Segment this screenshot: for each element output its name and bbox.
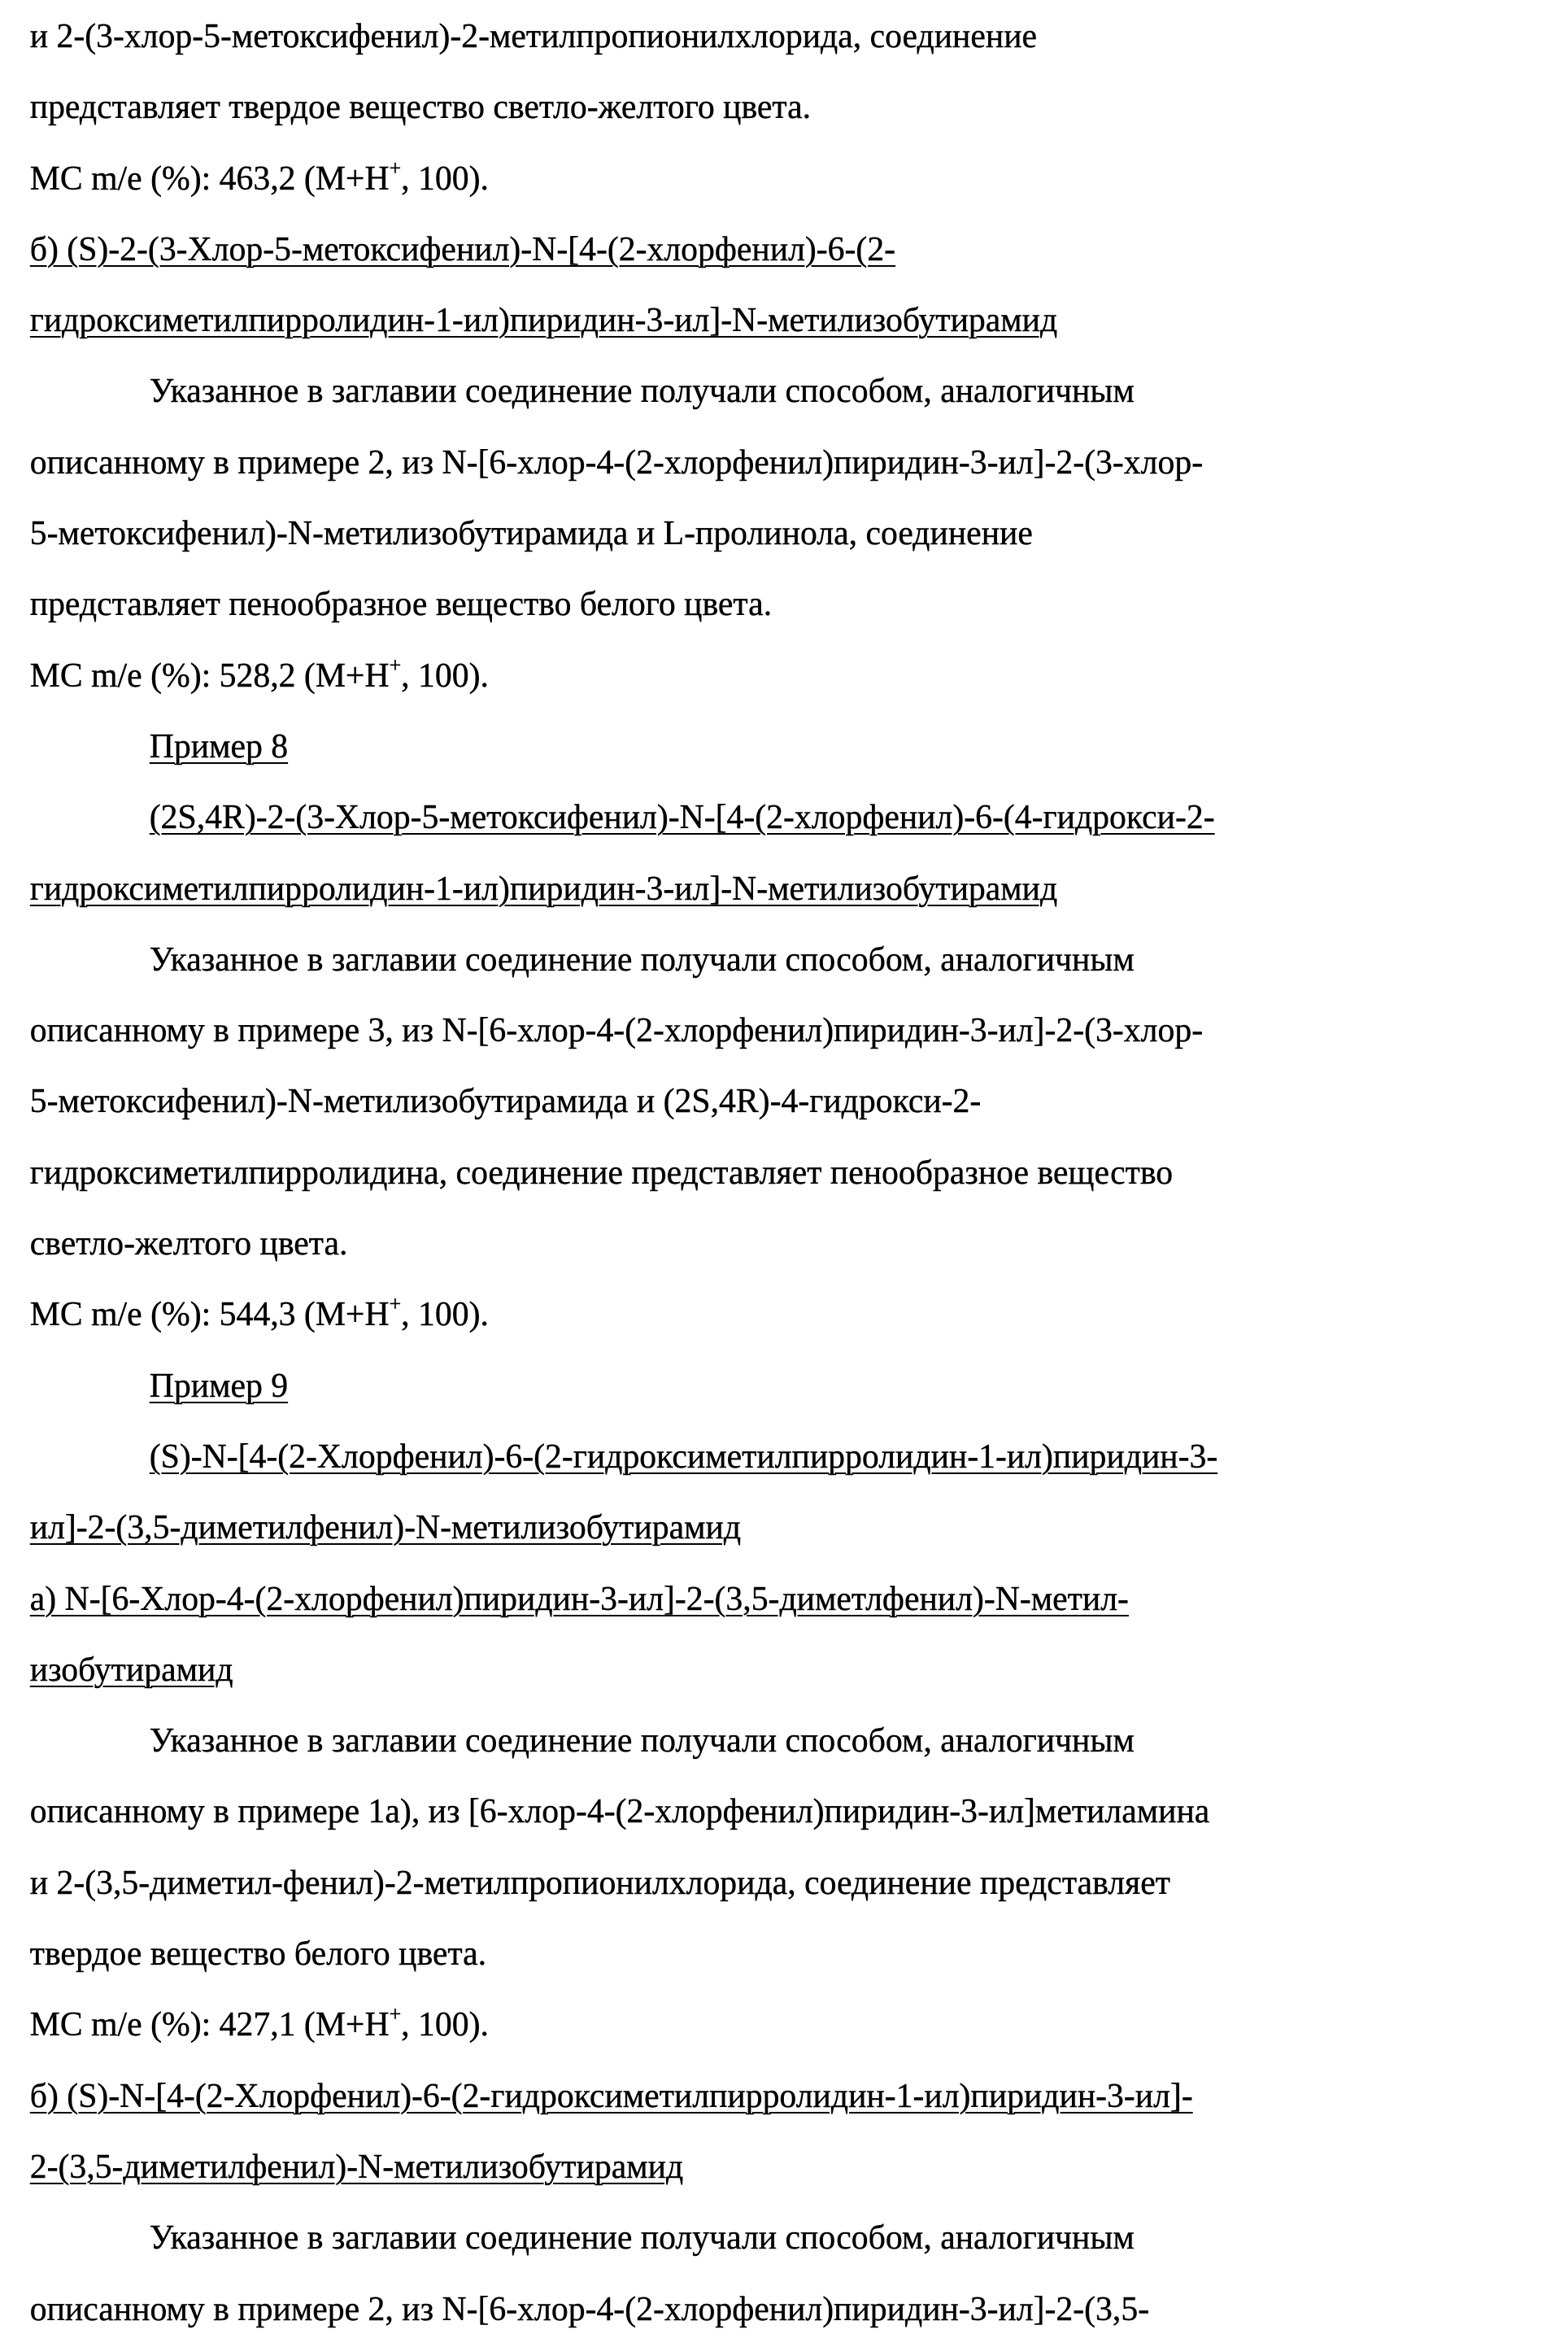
line-text: (2S,4R)-2-(3-Хлор-5-метоксифенил)-N-[4-(2-хлорфенил)-6-(4-гидрокси-2-	[150, 799, 1215, 836]
line-text: гидроксиметилпирролидин-1-ил)пиридин-3-ил]-N-метилизобутирамид	[30, 302, 1057, 339]
superscript-charge: +	[390, 156, 402, 180]
text-line	[0, 72, 1557, 143]
heading-line	[0, 2061, 1557, 2132]
heading-line	[0, 712, 1557, 783]
heading-line	[0, 1351, 1557, 1422]
line-text: Указанное в заглавии соединение получали способом, аналогичным	[150, 1722, 1135, 1760]
text-line	[0, 1777, 1557, 1847]
text-line	[0, 2203, 1557, 2274]
text-line	[0, 1209, 1557, 1280]
line-text: светло-желтого цвета.	[30, 1225, 348, 1263]
line-text: а) N-[6-Хлор-4-(2-хлорфенил)пиридин-3-ил]-2-(3,5-диметлфенил)-N-метил-	[30, 1581, 1129, 1618]
line-text-suffix: , 100).	[401, 657, 489, 695]
heading-line	[0, 1493, 1557, 1564]
line-text: твердое вещество белого цвета.	[30, 1935, 486, 1973]
text-line	[0, 428, 1557, 499]
text-line	[0, 996, 1557, 1067]
superscript-charge: +	[390, 2002, 402, 2026]
line-text-suffix: , 100).	[401, 1296, 489, 1333]
text-line	[0, 1919, 1557, 1990]
line-text: описанному в примере 3, из N-[6-хлор-4-(2-хлорфенил)пиридин-3-ил]-2-(3-хлор-	[30, 1012, 1203, 1049]
mass-spec-line	[0, 144, 1557, 215]
line-text: б) (S)-2-(3-Хлор-5-метоксифенил)-N-[4-(2-хлорфенил)-6-(2-	[30, 231, 895, 268]
line-text: и 2-(3-хлор-5-метоксифенил)-2-метилпропионилхлорида, соединение	[30, 18, 1037, 55]
text-line	[0, 925, 1557, 996]
line-text-suffix: , 100).	[401, 160, 489, 198]
line-text: МС m/e (%): 463,2 (M+H	[30, 160, 390, 198]
text-line	[0, 2275, 1557, 2345]
line-text: Указанное в заглавии соединение получали способом, аналогичным	[150, 2219, 1135, 2257]
text-line	[0, 1706, 1557, 1777]
heading-line	[0, 1635, 1557, 1706]
line-text: представляет твердое вещество светло-желтого цвета.	[30, 89, 811, 126]
line-text: описанному в примере 2, из N-[6-хлор-4-(2-хлорфенил)пиридин-3-ил]-2-(3-хлор-	[30, 444, 1203, 482]
text-line	[0, 1848, 1557, 1919]
line-text: 5-метоксифенил)-N-метилизобутирамида и L-пролинола, соединение	[30, 515, 1033, 552]
line-text: гидроксиметилпирролидина, соединение представляет пенообразное вещество	[30, 1154, 1173, 1192]
line-text: МС m/e (%): 544,3 (M+H	[30, 1296, 390, 1333]
line-text: Пример 8	[150, 728, 288, 766]
line-text: Указанное в заглавии соединение получали способом, аналогичным	[150, 941, 1135, 979]
line-text: представляет пенообразное вещество белого цвета.	[30, 586, 772, 623]
heading-line	[0, 215, 1557, 286]
line-text-suffix: , 100).	[401, 2006, 489, 2044]
text-line	[0, 1138, 1557, 1209]
line-text: ил]-2-(3,5-диметилфенил)-N-метилизобутирамид	[30, 1509, 741, 1546]
line-text: 2-(3,5-диметилфенил)-N-метилизобутирамид	[30, 2149, 683, 2186]
line-text: описанному в примере 2, из N-[6-хлор-4-(2-хлорфенил)пиридин-3-ил]-2-(3,5-	[30, 2291, 1149, 2328]
line-text: МС m/e (%): 427,1 (M+H	[30, 2006, 390, 2044]
heading-line	[0, 286, 1557, 356]
mass-spec-line	[0, 1280, 1557, 1350]
line-text: б) (S)-N-[4-(2-Хлорфенил)-6-(2-гидроксиметилпирролидин-1-ил)пиридин-3-ил]-	[30, 2078, 1193, 2115]
line-text: МС m/e (%): 528,2 (M+H	[30, 657, 390, 695]
line-text: Указанное в заглавии соединение получали способом, аналогичным	[150, 373, 1135, 410]
mass-spec-line	[0, 641, 1557, 712]
mass-spec-line	[0, 1990, 1557, 2061]
line-text: 5-метоксифенил)-N-метилизобутирамида и (2S,4R)-4-гидрокси-2-	[30, 1083, 982, 1120]
heading-line	[0, 2132, 1557, 2203]
line-text: гидроксиметилпирролидин-1-ил)пиридин-3-ил]-N-метилизобутирамид	[30, 870, 1057, 908]
document-page	[0, 2, 1568, 2345]
line-text: изобутирамид	[30, 1651, 233, 1689]
line-text: и 2-(3,5-диметил-фенил)-2-метилпропионилхлорида, соединение представляет	[30, 1865, 1170, 1902]
text-line	[0, 2, 1557, 72]
line-text: описанному в примере 1а), из [6-хлор-4-(2-хлорфенил)пиридин-3-ил]метиламина	[30, 1793, 1210, 1830]
line-text: Пример 9	[150, 1368, 288, 1405]
heading-line	[0, 783, 1557, 853]
heading-line	[0, 1564, 1557, 1635]
superscript-charge: +	[390, 1292, 402, 1315]
text-line	[0, 356, 1557, 427]
superscript-charge: +	[390, 653, 402, 677]
heading-line	[0, 854, 1557, 925]
text-line	[0, 569, 1557, 640]
line-text: (S)-N-[4-(2-Хлорфенил)-6-(2-гидроксиметилпирролидин-1-ил)пиридин-3-	[150, 1438, 1217, 1476]
text-line	[0, 1067, 1557, 1137]
heading-line	[0, 1422, 1557, 1493]
text-line	[0, 499, 1557, 569]
